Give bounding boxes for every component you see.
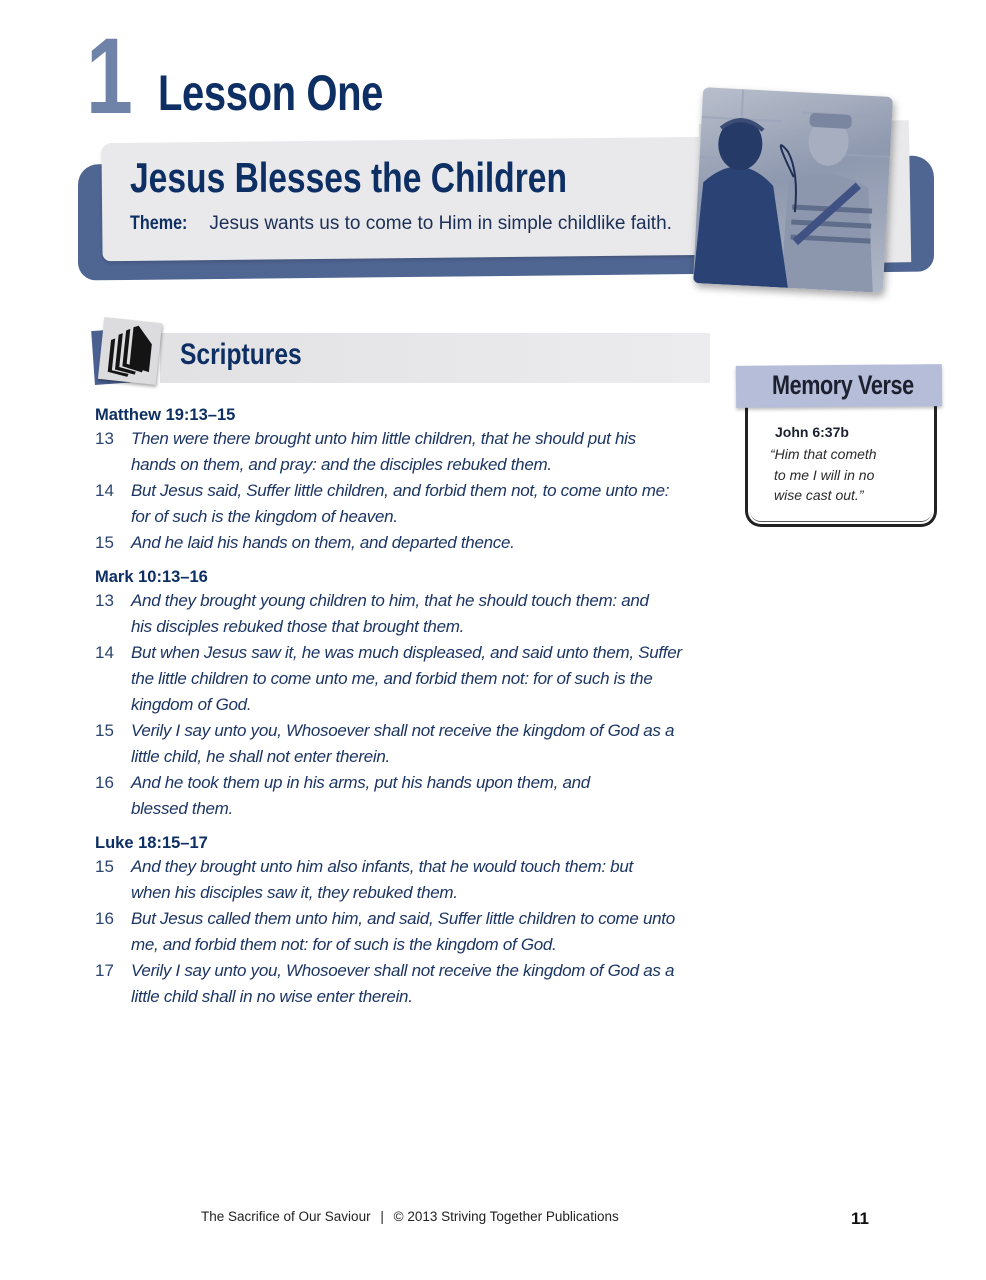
verse-number: 15 (95, 857, 114, 876)
verse-line: But Jesus called them unto him, and said, Suffer little children to come unto (131, 909, 675, 928)
verse-line: hands on them, and pray: and the disciples rebuked them. (131, 455, 552, 474)
verse (95, 478, 725, 530)
verse-text (131, 906, 675, 958)
verse (95, 640, 725, 718)
verse-text (131, 854, 633, 906)
verse-text (131, 530, 515, 556)
page-number: 11 (851, 1209, 869, 1228)
verse-number: 13 (95, 429, 114, 448)
passage-reference: Luke 18:15–17 (95, 834, 208, 852)
verse-line: his disciples rebuked those that brought them. (131, 617, 465, 636)
verse-line: kingdom of God. (131, 695, 252, 714)
memory-verse-title: Memory Verse (772, 370, 914, 400)
verse-number: 16 (95, 909, 114, 928)
verse-line: little child, he shall not enter therein. (131, 747, 390, 766)
verse (95, 958, 725, 1010)
passage-reference: Matthew 19:13–15 (95, 406, 236, 424)
verse-number: 13 (95, 591, 114, 610)
books-icon (98, 317, 162, 385)
scriptures-title: Scriptures (180, 338, 302, 371)
verse-line: But when Jesus saw it, he was much displeased, and said unto them, Suffer (131, 643, 682, 662)
verse-line: And he laid his hands on them, and departed thence. (131, 533, 515, 552)
verse (95, 530, 725, 556)
verse-text (131, 426, 636, 478)
verse-text (131, 770, 590, 822)
footer-copyright: © 2013 Striving Together Publications (393, 1209, 619, 1224)
passage-reference: Mark 10:13–16 (95, 568, 208, 586)
theme-text: Jesus wants us to come to Him in simple childlike faith. (209, 213, 672, 234)
banner-theme (130, 214, 672, 233)
memory-verse-line: wise cast out.” (774, 487, 864, 503)
verse-line: little child shall in no wise enter therein. (131, 987, 413, 1006)
memory-verse-line: “Him that cometh (770, 446, 877, 462)
passage-mark (95, 566, 725, 822)
verse-number: 14 (95, 643, 114, 662)
passage-luke (95, 832, 725, 1010)
verse (95, 718, 725, 770)
verse-text (131, 718, 674, 770)
verse-number: 17 (95, 961, 114, 980)
verse (95, 588, 725, 640)
verse-number: 15 (95, 533, 114, 552)
passage-matthew (95, 404, 725, 556)
verse-number: 15 (95, 721, 114, 740)
verse-line: And they brought unto him also infants, that he would touch them: but (131, 857, 633, 876)
memory-verse-box-inner-border (750, 511, 932, 522)
lesson-title: Lesson One (158, 65, 383, 121)
verse (95, 770, 725, 822)
verse-text (131, 478, 669, 530)
verse-line: And he took them up in his arms, put his hands upon them, and (131, 773, 590, 792)
verse-text (131, 640, 682, 718)
verse-line: when his disciples saw it, they rebuked them. (131, 883, 458, 902)
banner-title: Jesus Blesses the Children (130, 154, 567, 201)
illustration-art (693, 87, 893, 293)
verse-number: 14 (95, 481, 114, 500)
verse-line: blessed them. (131, 799, 233, 818)
footer-book-title: The Sacrifice of Our Saviour (201, 1209, 371, 1224)
memory-verse-text (770, 444, 920, 506)
scripture-passages (95, 404, 725, 1020)
verse-line: And they brought young children to him, that he should touch them: and (131, 591, 649, 610)
verse-text (131, 958, 674, 1010)
verse-number: 16 (95, 773, 114, 792)
memory-verse-reference: John 6:37b (775, 424, 849, 440)
memory-verse-line: to me I will in no (774, 466, 875, 483)
verse-line: the little children to come unto me, and forbid them not: for of such is the (131, 669, 653, 688)
verse-text (131, 588, 649, 640)
verse (95, 426, 725, 478)
verse-line: me, and forbid them not: for of such is the kingdom of God. (131, 935, 557, 954)
verse-line: But Jesus said, Suffer little children, and forbid them not, to come unto me: (131, 481, 670, 500)
verse-line: Verily I say unto you, Whosoever shall not receive the kingdom of God as a (131, 721, 675, 740)
lesson-illustration (693, 87, 893, 293)
page-footer (201, 1209, 619, 1224)
verse (95, 854, 725, 906)
verse-line: for of such is the kingdom of heaven. (131, 507, 398, 526)
verse-line: Verily I say unto you, Whosoever shall not receive the kingdom of God as a (131, 961, 675, 980)
lesson-number: 1 (86, 15, 133, 136)
verse (95, 906, 725, 958)
theme-label: Theme: (130, 213, 188, 234)
footer-separator: | (380, 1209, 384, 1224)
verse-line: Then were there brought unto him little children, that he should put his (131, 429, 636, 448)
